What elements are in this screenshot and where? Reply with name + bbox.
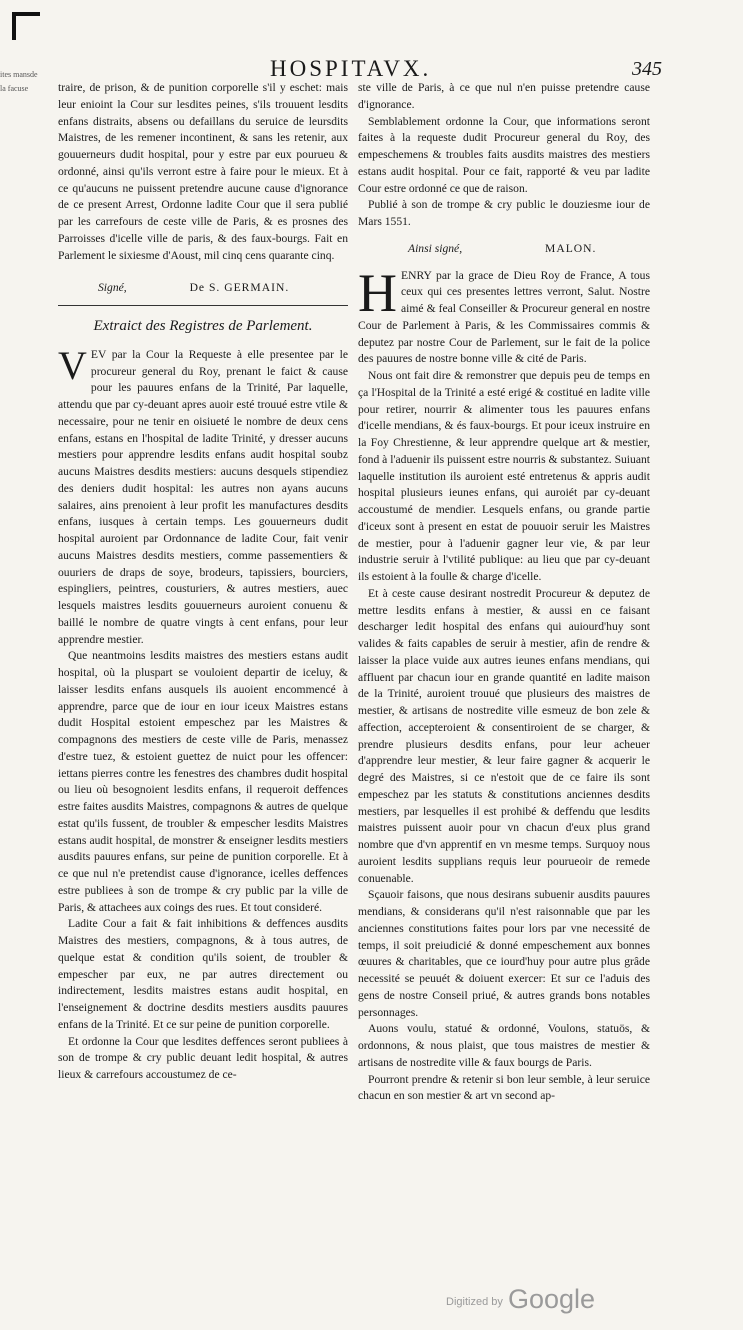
signature-line xyxy=(58,280,348,297)
paragraph: Pourront prendre & retenir si bon leur semble, à leur seruice chacun en son mestier & art vn second ap- xyxy=(358,1072,650,1103)
corner-bracket-mark xyxy=(10,8,44,42)
paragraph-text: EV par la Cour la Requeste à elle presentee par le procureur general du Roy, prenant le faict & cause pour les pauures enfans de la Trinité, Par laquelle, attendu que par cy-deuant apres auoir esté trouué estre vtile & necessaire, pour ne tenir en oisiueté le nombre de deux cens enfans, estans en l'hospital de ladite Trinité, y dresser aucuns mestiers pour apprendre lesdits enfans audit hospital soubz aucuns Maistres desdits mestiers: aucuns desquels stipendiez des deniers dudit hospital: les autres non ayans aucuns salaires, ains prenoient à leur profit les manufactures desdits enfans, iusques à certain temps. Les gouuerneurs dudit hospital auroient par Ordonnance de ladite Cour, fait venir aucuns Maistres desdits mestiers, comme passementiers & ouuriers de draps de soye, brodeurs, tapissiers, bourciers, espingliers, peintres, cousturiers, & autres mestiers, auec lesquels maistres lesdits gouuerneurs auroient conuenu & baillé le nombre de quatre vingts à cent enfans, pour leur apprendre mestier. xyxy=(58,347,348,646)
paragraph: Nous ont fait dire & remonstrer que depuis peu de temps en ça l'Hospital de la Trinité a esté erigé & costitué en ladite ville pour retirer, nourrir & alimenter tous les pauures enfans d'icelle mendians, & és faux-bourgs. Et pour iceux instruire en la Foy Chrestienne, & leur apprendre quelque art & mestier, fond à l'aduenir ils puissent estre nourris & substantez. Suiuant laquelle institution ils auroient esté entretenus & appris audit hospital plusieurs ieunes enfans, qui auroiét par cy-deuant accoustumé de mendier. Lesquels enfans, ou grande partie d'iceux sont à present en estat de pouuoir seruir les Maistres de mestier, pour à l'aduenir gagner leur vie, & par leur industrie seruir à l'vtilité publique: au lieu que par cy-deuant ils estoient à la foulle & charge d'icelle. xyxy=(358,369,650,583)
margin-note: la facuse xyxy=(0,84,29,93)
watermark-prefix: Digitized by xyxy=(446,1296,503,1308)
signature-label: Ainsi signé, xyxy=(408,241,463,255)
paragraph-text: ENRY par la grace de Dieu Roy de France, A tous ceux qui ces presentes lettres verront, Salut. Nostre aimé & feal Conseiller & Procureur general en nostre Cour de Parlement à Paris, & les Commissaires commis & deputez par nostre Cour de Parlement, sur le fait de la police des pauures de nostre bonne ville & cité de Paris. xyxy=(358,268,650,366)
page-number: 345 xyxy=(632,58,662,80)
signature-line xyxy=(358,241,650,258)
paragraph: Et à ceste cause desirant nostredit Procureur & deputez de mettre lesdits enfans à mestier, & aussi en ce faisant descharger ledit hospital des enfans qui auiourd'huy sont valides & faits capables de seruir à mestier, afin de rendre & laisser la place vuide aux autres ieunes enfans mendians, qui affluent par chacun iour en grande quantité en ladite maison de la Trinité, auroient trouué que plusieurs des maistres de mestier, & artisans de nostredite ville esmeuz de bon zele & affection, accepteroient & consentiroient de se charger, & prendre plusieurs desdits enfans, pour leur acheuer d'apprendre leur mestier, & leur faire gagner & acquerir le degré des Maistres, si ce n'estoit que de ce faire ils sont empeschez par les statuts & constitutions anciennes desdits mestiers, par lesquelles il est prohibé & deffendu que lesdits maistres puissent auoir pour vn chacun d'eux plus grand nombre que d'vn apprentif en vn mesme temps. Surquoy nous auroient lesdits supplians requis leur pourueoir de remede conuenable. xyxy=(358,586,650,885)
signature-name: MALON. xyxy=(545,241,597,255)
paragraph: Et ordonne la Cour que lesdites deffences seront publiees à son de trompe & cry public deuant ledit hospital, & autres lieux & carrefours accoustumez de ce- xyxy=(58,1034,348,1081)
paragraph: Que neantmoins lesdits maistres des mestiers estans audit hospital, où la pluspart se vouloient departir de iceluy, & laisser lesdits enfans ausquels ils auoient encommencé à apprendre, parce que de iour en iour iceux Maistres estans dudit Hospital estoient empeschez par les Maistres & compagnons des mestiers de ceste ville de Paris, menassez d'estre tuez, & estoient guettez de nuict pour les offencer: iettans pierres contre les fenestres des chambres dudit hospital ou lieu où besognoient lesdits enfans, il requeroit deffences estre faites ausdits Maistres, compagnons & autres de quelque estat qu'ils fussent, de troubler & empescher lesdits Maistres estans audit hospital, de monstrer & enseigner lesdits mestiers ausdits pauures enfans, sur peine de punition corporelle. Et à ce que nul n'e pretendist cause d'ignorance, icelles deffences estre publiees à son de trompe & cry public par la ville de Paris, & attachees aux coings des rues. Et tout consideré. xyxy=(58,649,348,914)
section-divider xyxy=(58,305,348,306)
running-head xyxy=(0,56,743,82)
signature-name: De S. GERMAIN. xyxy=(189,281,290,295)
right-column xyxy=(358,80,650,1105)
paragraph: Semblablement ordonne la Cour, que informations seront faites à la requeste dudit Procureur general du Roy, des empeschemens & troubles faits ausdits maistres des mestiers estans audit hospital. Pour ce fait, rapporté & veu par ladite Cour estre ordonné ce que de raison. xyxy=(358,114,650,195)
paragraph: Auons voulu, statué & ordonné, Voulons, statuös, & ordonnons, & nous plaist, que tous maistres de mestier & artisans de nostredite ville & faux bourgs de Paris. xyxy=(358,1022,650,1069)
drop-cap: H xyxy=(358,262,397,323)
margin-note: ites mansde xyxy=(0,70,38,79)
paragraph: Publié à son de trompe & cry public le douziesme iour de Mars 1551. xyxy=(358,198,650,228)
paragraph: ste ville de Paris, à ce que nul n'en puisse pretendre cause d'ignorance. xyxy=(358,81,650,111)
signature-label: Signé, xyxy=(98,281,127,295)
paragraph: Ladite Cour a fait & fait inhibitions & deffences ausdits Maistres des mestiers, compagnons, & à tous autres, de quelque estat & condition qu'ils soient, de troubler & empescher par eux, ne par autres directement ou indirectement, lesdits maistres estans audit hospital, en l'enseignement & doctrine desdits mestiers ausdits pauures enfans de la Trinité. Et ce sur peine de punition corporelle. xyxy=(58,917,348,1031)
left-column xyxy=(58,80,348,1084)
digitized-watermark xyxy=(446,1284,636,1314)
google-logo: Google xyxy=(508,1284,596,1314)
paragraph xyxy=(358,262,650,369)
running-head-title: HOSPITAVX. xyxy=(270,56,432,81)
paragraph: traire, de prison, & de punition corporelle s'il y eschet: mais leur enioint la Cour sur lesdites peines, s'ils trouuent lesdits enfans distraits, absens ou defaillans du seruice de leursdits Maistres, de les remener incontinent, & sans les retenir, aux gouuerneurs dudit hospital, pour y estre par eux pourueu & ordonné, ainsi qu'ils verront estre à faire pour le mieux. Et à ce qu'aucuns ne puissent pretendre aucune cause d'ignorance de ce present Arrest, Ordonne ladite Cour que il sera publié par les carrefours de ceste ville de Paris, & es prosnes des Parroisses d'icelle ville de paris, & des faux-bourgs. Fait en Parlement le sixiesme d'Aoust, mil cinq cens quarante cinq. xyxy=(58,81,348,262)
paragraph: Sçauoir faisons, que nous desirans subuenir ausdits pauures mendians, & considerans qu'il n'est raisonnable que par les anciennes constitutions faites pour lors par vne necessité de temps, il soit preiudicié & donné empeschement aux bonnes œuures & charitables, que ce iourd'huy pour autre plus grâde necessité se peuuét & doiuent exercer: Et sur ce l'aduis des gens de nostre Conseil priué, & autres grands bons notables personnages. xyxy=(358,888,650,1019)
paragraph xyxy=(58,342,348,649)
section-title: Extraict des Registres de Parlement. xyxy=(93,318,313,334)
drop-cap: V xyxy=(58,342,87,388)
